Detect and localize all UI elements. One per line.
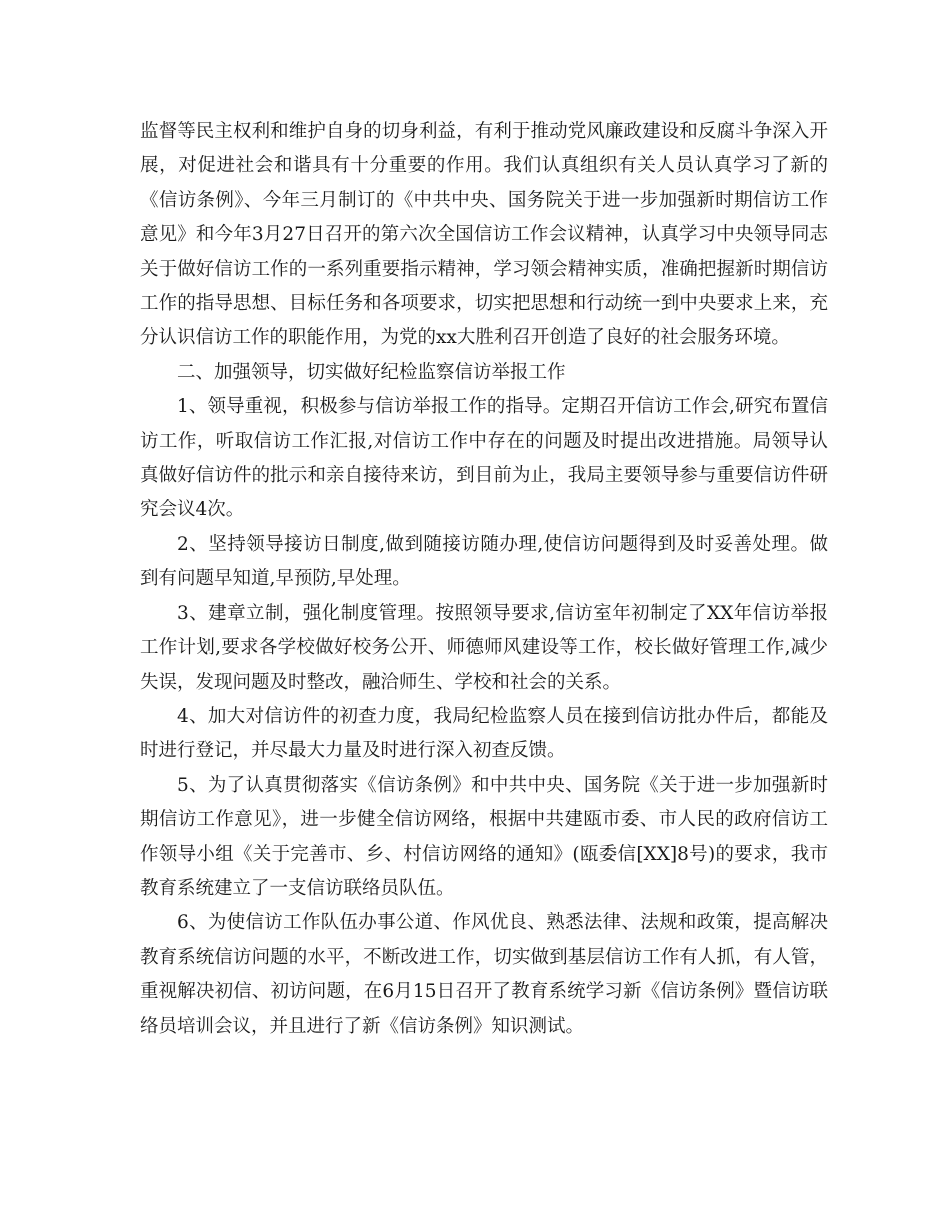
paragraph-item-5: 5、为了认真贯彻落实《信访条例》和中共中央、国务院《关于进一步加强新时期信访工作意见》，进一步健全信访网络，根据中共建瓯市委、市人民的政府信访工作领导小组《关于完善市、乡、村信访网络的通知》(瓯委信[XX]8号)的要求，我市教育系统建立了一支信访联络员队伍。 [140, 774, 828, 899]
paragraph-item-6: 6、为使信访工作队伍办事公道、作风优良、熟悉法律、法规和政策，提高解决教育系统信访问题的水平，不断改进工作，切实做到基层信访工作有人抓，有人管，重视解决初信、初访问题，在6月15日召开了教育系统学习新《信访条例》暨信访联络员培训会议，并且进行了新《信访条例》知识测试。 [140, 912, 828, 1037]
paragraph-item-1: 1、领导重视，积极参与信访举报工作的指导。定期召开信访工作会,研究布置信访工作，听取信访工作汇报,对信访工作中存在的问题及时提出改进措施。局领导认真做好信访件的批示和亲自接待来访，到目前为止，我局主要领导参与重要信访件研究会议4次。 [140, 396, 828, 521]
paragraph-item-2: 2、坚持领导接访日制度,做到随接访随办理,使信访问题得到及时妥善处理。做到有问题早知道,早预防,早处理。 [140, 533, 828, 590]
document-body [140, 115, 828, 1044]
paragraph-item-3: 3、建章立制，强化制度管理。按照领导要求,信访室年初制定了XX年信访举报工作计划,要求各学校做好校务公开、师德师风建设等工作，校长做好管理工作,减少失误，发现问题及时整改，融洽师生、学校和社会的关系。 [140, 602, 828, 693]
section-heading-2: 二、加强领导，切实做好纪检监察信访举报工作 [177, 361, 566, 383]
paragraph-item-4: 4、加大对信访件的初查力度，我局纪检监察人员在接到信访批办件后，都能及时进行登记，并尽最大力量及时进行深入初查反馈。 [140, 705, 828, 762]
paragraph-intro-continuation: 监督等民主权利和维护自身的切身利益，有利于推动党风廉政建设和反腐斗争深入开展，对促进社会和谐具有十分重要的作用。我们认真组织有关人员认真学习了新的《信访条例》、今年三月制订的《中共中央、国务院关于进一步加强新时期信访工作意见》和今年3月27日召开的第六次全国信访工作会议精神，认真学习中央领导同志关于做好信访工作的一系列重要指示精神，学习领会精神实质，准确把握新时期信访工作的指导思想、目标任务和各项要求，切实把思想和行动统一到中央要求上来，充分认识信访工作的职能作用，为党的xx大胜利召开创造了良好的社会服务环境。 [140, 121, 828, 349]
